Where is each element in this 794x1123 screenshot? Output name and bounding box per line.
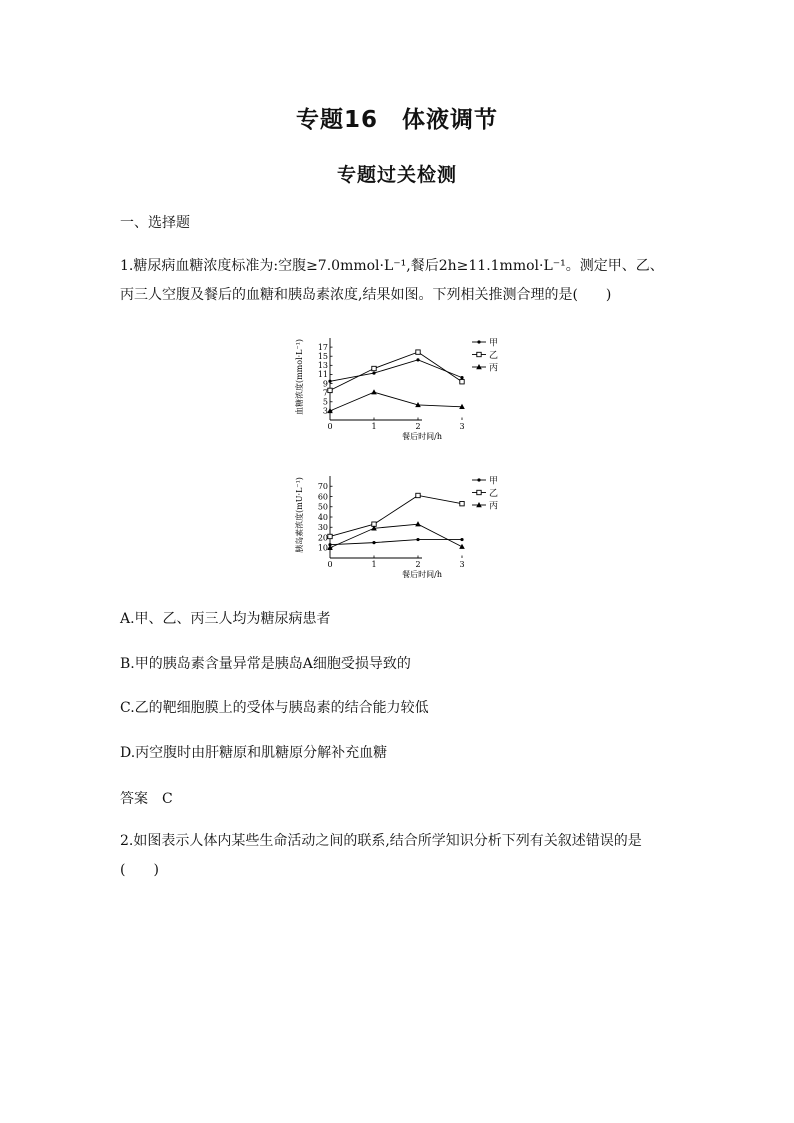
page-subtitle: 专题过关检测 [336,164,457,186]
glucose-legend-label: 甲 [489,338,499,349]
insulin-y-axis-label: 胰岛素浓度(mU·L⁻¹) [295,477,304,553]
insulin-series-line-2 [330,495,462,536]
glucose-data-point [416,358,419,361]
q2-stem [120,827,680,885]
glucose-legend-label: 乙 [489,350,499,361]
glucose-legend-marker [477,352,481,356]
glucose-x-tick-label: 0 [327,422,333,431]
section-heading: 一、选择题 [120,215,190,231]
q2-stem-line2: ( ) [120,862,159,878]
glucose-data-point [372,366,376,370]
q1-option-d: D.丙空腹时由肝糖原和肌糖原分解补充血糖 [120,745,388,761]
blood-glucose-chart [290,332,520,444]
insulin-data-point [416,538,419,541]
glucose-y-axis-label: 血糖浓度(mmol·L⁻¹) [295,338,304,416]
insulin-data-point [460,501,464,505]
glucose-data-point [328,380,331,383]
q2-stem-line1: 2.如图表示人体内某些生命活动之间的联系,结合所学知识分析下列有关叙述错误的是 [120,833,642,849]
insulin-x-tick-label: 2 [415,560,421,569]
insulin-data-point [459,544,465,549]
insulin-data-point [372,541,375,544]
glucose-data-point [328,388,332,392]
glucose-y-tick-label: 13 [317,361,328,371]
insulin-legend-marker [477,478,480,481]
insulin-data-point [416,493,420,497]
q1-option-c: C.乙的靶细胞膜上的受体与胰岛素的结合能力较低 [120,700,429,716]
insulin-data-point [460,538,463,541]
page-title: 专题16 体液调节 [295,107,498,133]
glucose-data-point [371,389,377,394]
insulin-y-tick-label: 50 [317,502,328,512]
insulin-x-tick-label: 0 [327,560,333,569]
insulin-legend-label: 丙 [489,501,499,512]
insulin-legend-label: 甲 [489,476,499,487]
insulin-data-point [415,521,421,526]
glucose-legend-label: 丙 [489,363,499,374]
insulin-x-tick-label: 1 [371,560,377,569]
insulin-legend-label: 乙 [489,488,499,499]
glucose-y-tick-label: 3 [322,406,328,416]
glucose-x-tick-label: 1 [371,422,377,431]
glucose-x-tick-label: 2 [415,422,421,431]
q1-answer: 答案 C [120,791,173,807]
q1-option-a: A.甲、乙、丙三人均为糖尿病患者 [120,611,331,627]
insulin-data-point [328,534,332,538]
insulin-y-tick-label: 10 [317,543,328,553]
glucose-x-axis-label: 餐后时间/h [402,432,442,441]
insulin-series-line-1 [330,540,462,545]
glucose-y-tick-label: 5 [322,397,328,407]
q1-stem-line2: 丙三人空腹及餐后的血糖和胰岛素浓度,结果如图。下列相关推测合理的是( ) [120,287,612,303]
q1-stem-line1: 1.糖尿病血糖浓度标准为:空腹≥7.0mmol·L⁻¹,餐后2h≥11.1mmol·L⁻¹。测定甲、乙、 [120,258,664,274]
insulin-y-tick-label: 40 [317,512,328,522]
glucose-y-tick-label: 11 [317,370,328,380]
insulin-y-tick-label: 70 [317,482,328,492]
insulin-y-tick-label: 30 [317,523,328,533]
q1-option-b: B.甲的胰岛素含量异常是胰岛A细胞受损导致的 [120,656,411,672]
glucose-data-point [372,371,375,374]
glucose-y-tick-label: 15 [317,352,328,362]
glucose-x-tick-label: 3 [459,422,465,431]
insulin-legend-marker [477,490,481,494]
q1-stem [120,252,680,310]
glucose-y-tick-label: 9 [322,379,328,389]
glucose-series-line-1 [330,360,462,381]
insulin-y-tick-label: 20 [317,533,328,543]
glucose-legend-marker [477,340,480,343]
insulin-chart [290,470,520,582]
insulin-series-line-3 [330,524,462,548]
glucose-y-tick-label: 7 [322,388,328,398]
insulin-y-tick-label: 60 [317,492,328,502]
glucose-series-line-3 [330,392,462,411]
glucose-series-line-2 [330,352,462,390]
glucose-data-point [416,350,420,354]
glucose-data-point [460,380,464,384]
glucose-data-point [460,376,463,379]
insulin-x-tick-label: 3 [459,560,465,569]
insulin-x-axis-label: 餐后时间/h [402,570,442,579]
glucose-y-tick-label: 17 [317,342,328,352]
